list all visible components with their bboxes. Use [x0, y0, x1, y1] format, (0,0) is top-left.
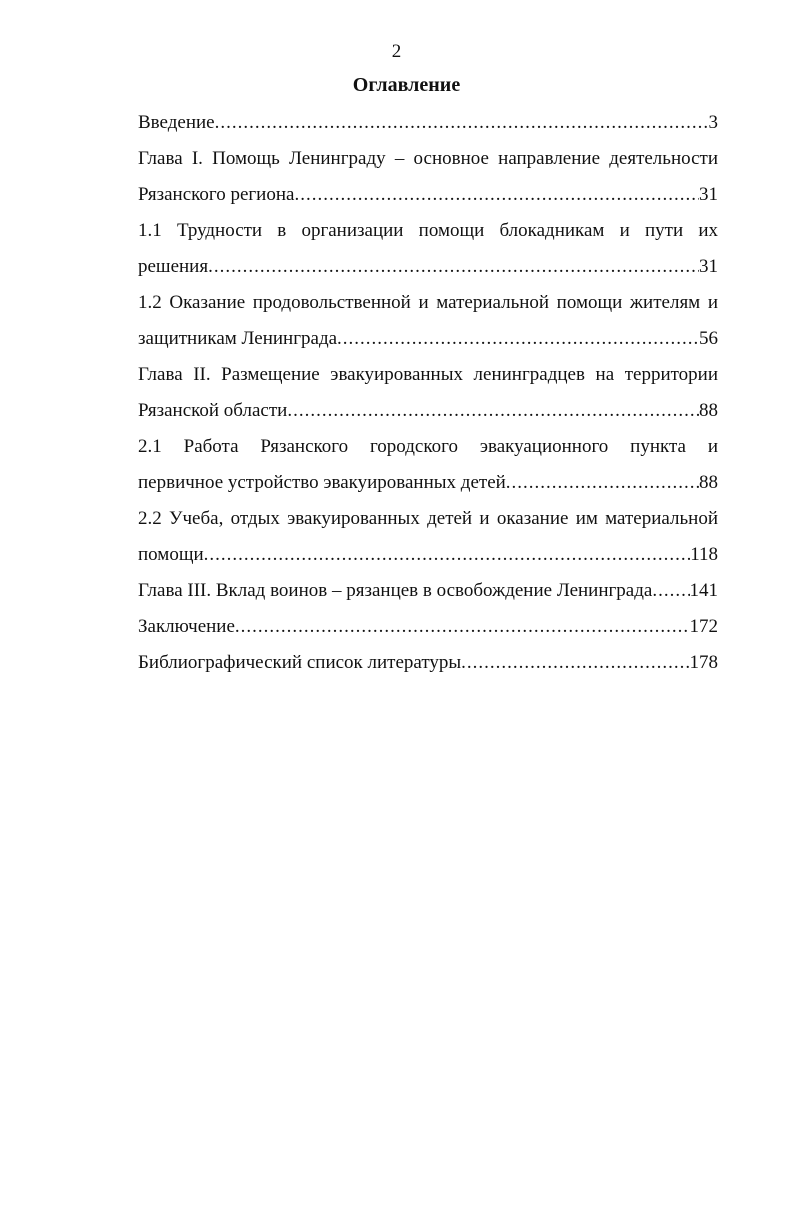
- toc-entry-label: 2.1 Работа Рязанского городского эвакуационного пункта и: [138, 436, 718, 457]
- toc-entry-label: Рязанской области: [138, 400, 288, 421]
- toc-entry-chapter-2[interactable]: [138, 357, 718, 393]
- toc-entry-chapter-3[interactable]: [138, 573, 718, 609]
- dot-leader: [506, 472, 699, 494]
- toc-entry-conclusion[interactable]: [138, 609, 718, 645]
- toc-page-number: 172: [689, 616, 718, 637]
- toc-entry-label: решения: [138, 256, 209, 277]
- toc-page-number: 56: [699, 328, 718, 349]
- toc-entry-chapter-1[interactable]: [138, 141, 718, 177]
- dot-leader: [337, 328, 699, 350]
- table-of-contents: [138, 105, 718, 681]
- toc-entry-chapter-1-cont[interactable]: [138, 177, 718, 213]
- toc-entry-section-2-1[interactable]: [138, 429, 718, 465]
- toc-entry-section-2-2[interactable]: [138, 501, 718, 537]
- toc-entry-label: 1.1 Трудности в организации помощи блокадникам и пути их: [138, 220, 718, 241]
- toc-entry-label: Глава I. Помощь Ленинграду – основное направление деятельности: [138, 148, 718, 169]
- toc-entry-section-1-1-cont[interactable]: [138, 249, 718, 285]
- toc-page-number: 141: [689, 580, 718, 601]
- toc-entry-label: 1.2 Оказание продовольственной и материальной помощи жителям и: [138, 292, 718, 313]
- toc-entry-label: 2.2 Учеба, отдых эвакуированных детей и оказание им материальной: [138, 508, 718, 529]
- toc-page-number: 31: [699, 184, 718, 205]
- toc-entry-section-1-2-cont[interactable]: [138, 321, 718, 357]
- toc-entry-label: помощи: [138, 544, 204, 565]
- dot-leader: [287, 400, 699, 422]
- toc-entry-section-1-2[interactable]: [138, 285, 718, 321]
- toc-entry-introduction[interactable]: [138, 105, 718, 141]
- toc-entry-section-1-1[interactable]: [138, 213, 718, 249]
- toc-entry-label: Глава II. Размещение эвакуированных ленинградцев на территории: [138, 364, 718, 385]
- dot-leader: [652, 580, 689, 602]
- toc-entry-section-2-2-cont[interactable]: [138, 537, 718, 573]
- dot-leader: [461, 652, 689, 674]
- dot-leader: [208, 256, 699, 278]
- dot-leader: [215, 112, 709, 134]
- toc-entry-label: Рязанского региона: [138, 184, 295, 205]
- toc-entry-chapter-2-cont[interactable]: [138, 393, 718, 429]
- dot-leader: [204, 544, 691, 566]
- toc-page-number: 118: [690, 544, 718, 565]
- toc-entry-section-2-1-cont[interactable]: [138, 465, 718, 501]
- toc-entry-label: защитникам Ленинграда: [138, 328, 338, 349]
- toc-entry-label: Библиографический список литературы: [138, 652, 462, 673]
- toc-entry-bibliography[interactable]: [138, 645, 718, 681]
- toc-page-number: 88: [699, 400, 718, 421]
- toc-page-number: 31: [699, 256, 718, 277]
- toc-entry-label: первичное устройство эвакуированных детей: [138, 472, 506, 493]
- toc-entry-label: Глава III. Вклад воинов – рязанцев в освобождение Ленинграда: [138, 580, 653, 601]
- dot-leader: [294, 184, 699, 206]
- dot-leader: [235, 616, 690, 638]
- toc-entry-label: Заключение: [138, 616, 235, 637]
- page-number: 2: [391, 41, 402, 62]
- toc-page-number: 3: [708, 112, 718, 133]
- toc-page-number: 178: [689, 652, 718, 673]
- page-title: Оглавление: [352, 74, 461, 96]
- toc-page-number: 88: [699, 472, 718, 493]
- toc-entry-label: Введение: [138, 112, 215, 133]
